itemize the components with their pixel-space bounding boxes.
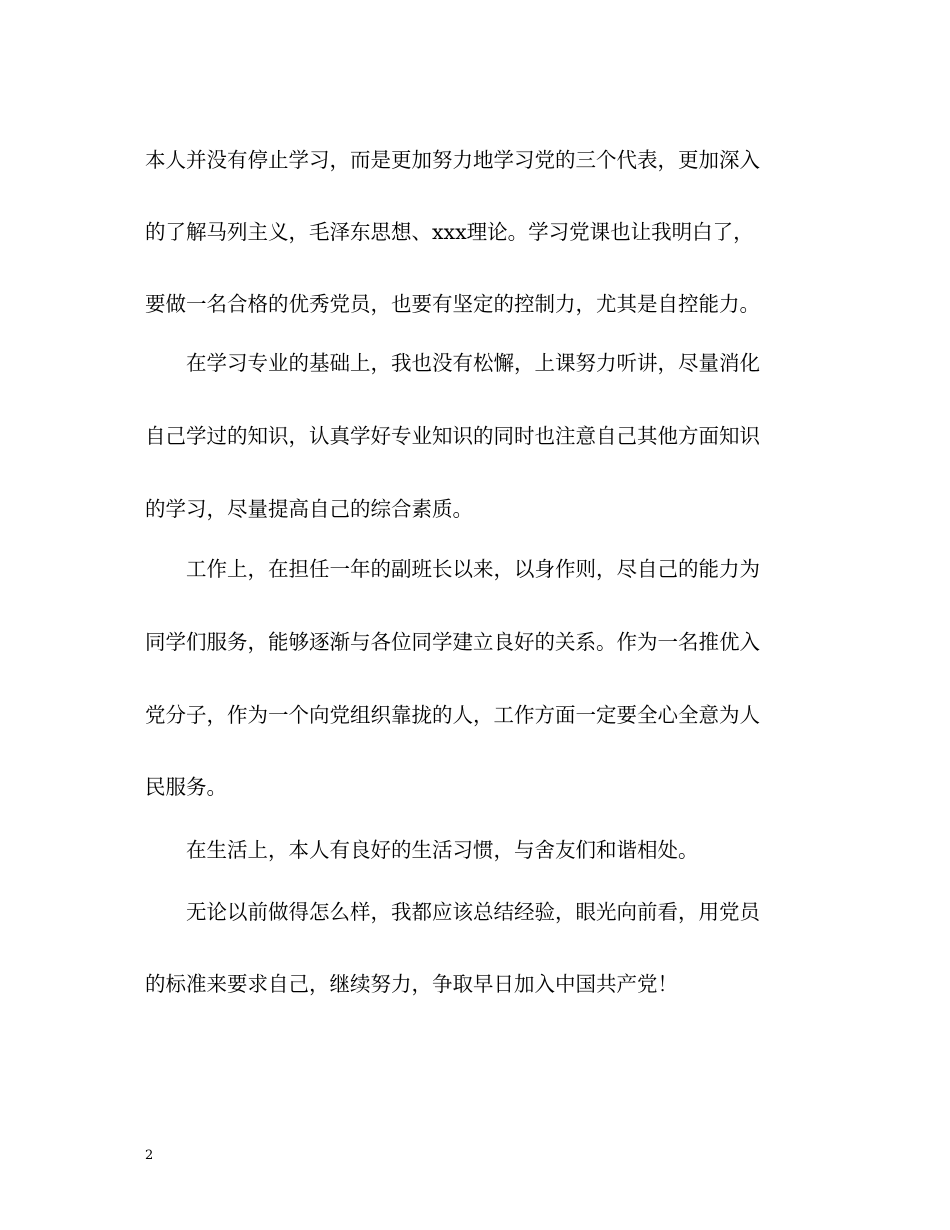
- paragraph-first-line: 在学习专业的基础上，我也没有松懈，上课努力听讲，尽量消化: [186, 351, 760, 375]
- paragraph-first-line: 工作上，在担任一年的副班长以来，以身作则，尽自己的能力为: [186, 557, 760, 581]
- paragraph-first-line: 在生活上，本人有良好的生活习惯，与舍友们和谐相处。: [186, 838, 699, 862]
- paragraph-first-line: 无论以前做得怎么样，我都应该总结经验，眼光向前看，用党员: [186, 900, 760, 924]
- text-line: 要做一名合格的优秀党员，也要有坚定的控制力，尤其是自控能力。: [145, 292, 760, 316]
- text-line: 民服务。: [145, 775, 227, 799]
- text-line: 的标准来要求自己，继续努力，争取早日加入中国共产党！: [145, 972, 678, 996]
- text-line: 党分子，作为一个向党组织靠拢的人，工作方面一定要全心全意为人: [145, 703, 760, 727]
- page-number: 2: [145, 1148, 154, 1163]
- text-line: 同学们服务，能够逐渐与各位同学建立良好的关系。作为一名推优入: [145, 630, 760, 654]
- text-line: 本人并没有停止学习，而是更加努力地学习党的三个代表，更加深入: [145, 148, 760, 172]
- text-line: 的了解马列主义，毛泽东思想、xxx理论。学习党课也让我明白了，: [145, 220, 754, 244]
- text-line: 自己学过的知识，认真学好专业知识的同时也注意自己其他方面知识: [145, 424, 760, 448]
- text-line: 的学习，尽量提高自己的综合素质。: [145, 497, 473, 521]
